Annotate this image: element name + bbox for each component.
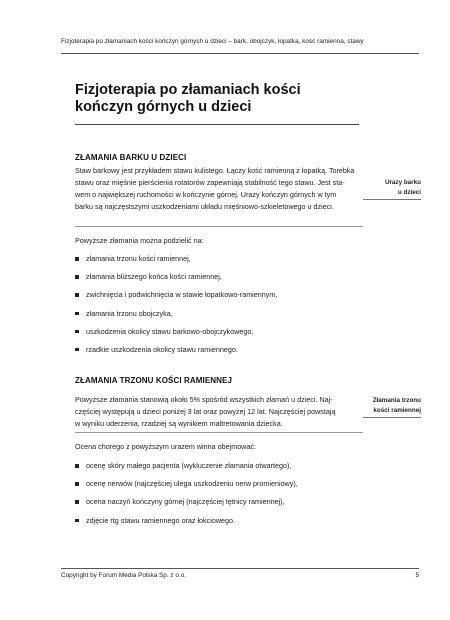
bullet-icon [75,519,79,523]
bullet-icon [75,330,79,334]
list-item: ocenę nerwów (najczęściej ulega uszkodzeniu nerw promieniowy), [75,478,298,496]
list-item: złamania bliższego końca kości ramiennej, [75,271,277,289]
section2-paragraph [75,394,361,430]
list-item: rzadkie uszkodzenia okolicy stawu ramiennego. [75,344,277,362]
margin-note-line: Złamania trzonu [372,397,421,404]
list-item: zwichnięcia i podwichnięcia w stawie łopatkowo-ramiennym, [75,289,277,307]
paragraph-line: Powyższe złamania stanowią około 5% spośród wszystkich złamań u dzieci. Naj- [75,395,333,404]
margin-note-divider [363,417,421,418]
article-title [75,82,365,116]
article-title-line-1: Fizjoterapia po złamaniach kości [75,82,301,98]
paragraph-line: wem o największej ruchomości w kończynie górnej. Urazy kończyn górnych w tym [75,190,337,199]
header-divider [61,53,419,54]
bullet-icon [75,293,79,297]
bullet-icon [75,482,79,486]
assessment-list [75,460,298,533]
section1-paragraph [75,165,361,213]
paragraph-line: częściej występują u dzieci poniżej 3 lat oraz powyżej 12 lat. Najczęściej powstają [75,407,336,416]
fracture-types-list [75,253,277,362]
article-title-line-2: kończyn górnych u dzieci [75,99,252,115]
bullet-icon [75,275,79,279]
list-item: uszkodzenia okolicy stawu barkowo-obojczykowego, [75,326,277,344]
list-item: ocena naczyń kończyny górnej (najczęściej tętnicy ramiennej), [75,496,298,514]
list-item: złamania trzonu kości ramiennej, [75,253,277,271]
paragraph-line: barku są najczęstszymi uszkodzeniami układu mięśniowo-szkieletowego u dzieci. [75,202,334,211]
footer-divider [61,568,419,569]
bullet-icon [75,464,79,468]
section-heading-shoulder: ZŁAMANIA BARKU U DZIECI [75,153,187,162]
paragraph-line: Staw barkowy jest przykładem stawu kulistego. Łączy kość ramienną z łopatką. Torebka [75,166,355,175]
list-item: zdjęcie rtg stawu ramiennego oraz łokciowego. [75,515,298,533]
margin-note-line: u dzieci [397,189,421,196]
margin-note-humerus [363,396,421,416]
list-intro: Ocena chorego z powyższym urazem winna obejmować: [75,442,256,451]
page-number: 5 [415,572,419,579]
list-item: ocenę skóry małego pacjenta (wykluczenie złamania otwartego), [75,460,298,478]
list-intro: Powyższe złamania można podzielić na: [75,236,204,245]
bullet-icon [75,257,79,261]
margin-note-shoulder [363,178,421,198]
footer-copyright: Copyright by Forum Media Polska Sp. z o.o. [61,572,187,579]
margin-note-line: Urazy barku [384,179,421,186]
paragraph-divider [75,432,363,433]
title-divider [75,124,359,125]
paragraph-line: stawu oraz mięśnie pierścienia rotatorów zapewniają stabilność tego stawu. Jest sta- [75,178,345,187]
margin-note-line: kości ramiennej [373,407,421,414]
paragraph-divider [75,226,363,227]
running-header: Fizjoterapia po złamaniach kości kończyn górnych u dzieci – bark, obojczyk, łopatka, kość ramienna, stawy [61,38,364,45]
bullet-icon [75,348,79,352]
paragraph-line: w wyniku uderzenia, rzadziej są wynikiem maltretowania dziecka. [75,419,283,428]
margin-note-divider [363,199,421,200]
section-heading-humerus: ZŁAMANIA TRZONU KOŚCI RAMIENNEJ [75,376,233,385]
list-item: złamania trzonu obojczyka, [75,308,277,326]
bullet-icon [75,312,79,316]
bullet-icon [75,500,79,504]
